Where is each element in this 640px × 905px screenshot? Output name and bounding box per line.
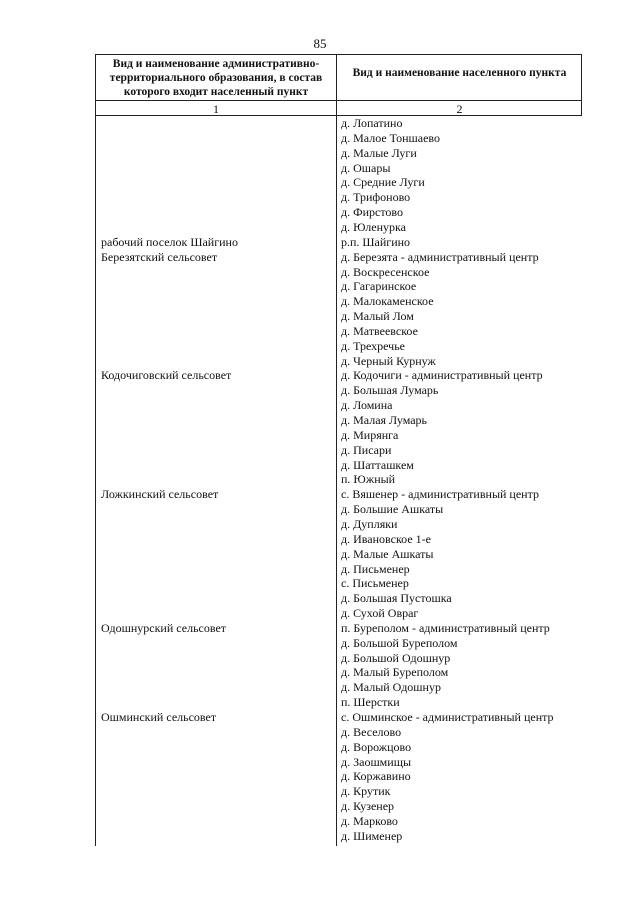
- settlement-cell: д. Черный Курнуж: [341, 353, 436, 368]
- table-border-top: [95, 54, 582, 55]
- settlement-cell: д. Юленурка: [341, 219, 406, 234]
- settlement-cell: д. Трифоново: [341, 190, 411, 205]
- settlement-cell: с. Ошминское - административный центр: [341, 710, 554, 724]
- settlement-cell: д. Малый Лом: [341, 309, 414, 323]
- settlement-cell: д. Писари: [341, 442, 392, 457]
- settlement-cell: д. Крутик: [341, 784, 391, 799]
- settlement-cell: р.п. Шайгино: [341, 234, 411, 249]
- settlement-cell: д. Матвеевское: [341, 323, 418, 338]
- admin-unit-cell: Одошнурский сельсовет: [101, 620, 227, 635]
- settlement-cell: д. Письменер: [341, 561, 410, 576]
- settlement-cell: д. Заошмищы: [341, 754, 412, 769]
- settlement-cell: д. Ивановское 1-е: [341, 531, 431, 546]
- settlement-cell: с. Письменер: [341, 576, 409, 591]
- settlement-cell: д. Дупляки: [341, 516, 398, 531]
- settlement-cell: д. Березята - административный центр: [341, 249, 539, 264]
- settlement-cell: д. Большие Ашкаты: [341, 502, 444, 517]
- settlement-cell: п. Шерстки: [341, 695, 400, 710]
- settlement-cell: д. Ломина: [341, 398, 393, 413]
- settlements-table: [95, 54, 582, 846]
- settlement-cell: п. Буреполом - административный центр: [341, 620, 550, 635]
- admin-unit-cell: Ложкинский сельсовет: [101, 487, 219, 502]
- settlement-cell: д. Малокаменское: [341, 294, 434, 309]
- admin-unit-cell: Березятский сельсовет: [101, 249, 218, 264]
- settlement-cell: д. Средние Луги: [341, 175, 425, 190]
- column-divider: [336, 54, 337, 846]
- settlement-cell: д. Малое Тоншаево: [341, 130, 440, 145]
- column-index-2: 2: [456, 102, 463, 116]
- settlement-cell: д. Мирянга: [341, 427, 399, 442]
- settlement-cell: д. Сухой Овраг: [341, 606, 419, 620]
- settlement-cell: д. Малые Ашкаты: [341, 546, 434, 561]
- settlement-cell: д. Трехречье: [341, 338, 406, 353]
- column-header-admin-unit: Вид и наименование административно-территориального образования, в состав которого входит населенный пункт: [109, 58, 323, 98]
- settlement-cell: д. Большой Одошнур: [341, 650, 451, 665]
- settlement-cell: п. Южный: [341, 472, 396, 487]
- settlement-cell: д. Марково: [341, 813, 398, 828]
- settlement-cell: д. Лопатино: [341, 116, 403, 130]
- settlement-cell: д. Коржавино: [341, 769, 411, 784]
- settlement-cell: д. Ошары: [341, 160, 391, 175]
- settlement-cell: д. Фирстово: [341, 205, 404, 220]
- table-border-left: [95, 54, 96, 846]
- settlement-cell: д. Кодочиги - административный центр: [341, 368, 543, 383]
- column-header-settlement: Вид и наименование населенного пункта: [352, 67, 567, 79]
- settlement-cell: с. Вяшенер - административный центр: [341, 487, 539, 502]
- settlement-cell: д. Малый Одошнур: [341, 680, 441, 695]
- settlement-cell: д. Кузенер: [341, 799, 395, 814]
- settlement-cell: д. Воскресенское: [341, 264, 430, 279]
- page-number: 85: [313, 36, 327, 51]
- settlement-cell: д. Большая Пустошка: [341, 591, 452, 606]
- admin-unit-cell: рабочий поселок Шайгино: [101, 234, 238, 249]
- settlement-cell: д. Большой Буреполом: [341, 635, 458, 650]
- header-divider: [95, 100, 582, 101]
- settlement-cell: д. Малая Лумарь: [341, 413, 428, 427]
- settlement-cell: д. Малый Буреполом: [341, 665, 449, 680]
- settlement-cell: д. Шименер: [341, 828, 403, 843]
- column-index-1: 1: [213, 102, 219, 116]
- admin-unit-cell: Ошминский сельсовет: [101, 710, 217, 724]
- settlement-cell: д. Большая Лумарь: [341, 383, 439, 398]
- settlement-cell: д. Ворожцово: [341, 739, 412, 754]
- admin-unit-cell: Кодочиговский сельсовет: [101, 368, 232, 383]
- settlement-cell: д. Шатташкем: [341, 457, 414, 472]
- settlement-cell: д. Гагаринское: [341, 279, 417, 294]
- settlement-cell: д. Веселово: [341, 724, 402, 739]
- settlement-cell: д. Малые Луги: [341, 145, 417, 160]
